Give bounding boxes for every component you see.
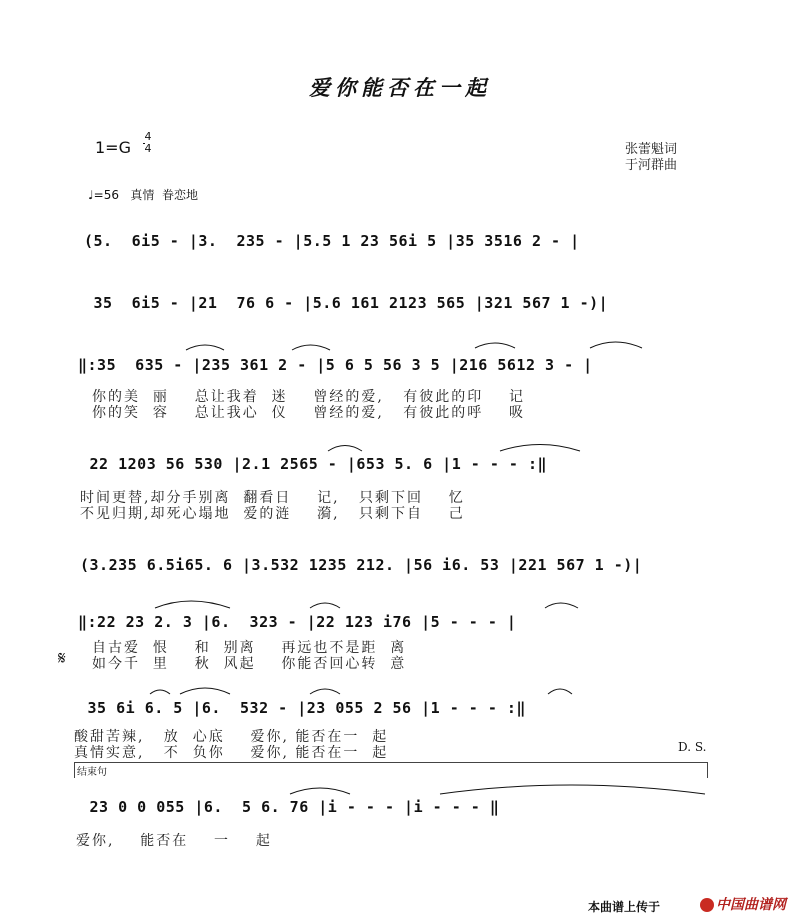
lyric-row-3-verse-1: 你的美 丽 总让我着 迷 曾经的爱, 有彼此的印 记 (92, 389, 526, 405)
score-row-8: 23 0 0 055 |6. 5 6. 76 |i - - - |i - - - ‖ (80, 798, 500, 816)
logo-icon (700, 898, 714, 912)
lyricist-credit: 张蕾魁词 (625, 142, 678, 157)
score-row-5: (3.235 6.5i65. 6 |3.532 1235 212. |56 i6. 53 |221 567 1 -)| (80, 556, 643, 574)
score-row-2: 35 6i5 - |21 76 6 - |5.6 161 2123 565 |321 567 1 -)| (84, 294, 609, 312)
lyric-row-8: 爱你, 能否在 一 起 (76, 833, 272, 849)
time-sig-bottom: 4 (144, 142, 152, 155)
logo-text: 中国曲谱网 (716, 897, 786, 913)
lyric-row-4-verse-2: 不见归期,却死心塌地 爱的涟 漪, 只剩下自 己 (80, 506, 465, 522)
upload-notice: 本曲谱上传于 (588, 900, 661, 914)
ds-marking: D. S. (678, 740, 707, 754)
score-row-1: (5. 6i5 - |3. 235 - |5.5 1 23 56i 5 |35 3516 2 - | (84, 232, 580, 250)
score-row-6: ‖:22 23 2. 3 |6. 323 - |22 123 i76 |5 - - - | (78, 613, 517, 631)
time-sig-top: 4 (144, 130, 152, 143)
lyric-row-6-verse-1: 自古爱 恨 和 别离 再远也不是距 离 (92, 640, 407, 656)
composer-credit: 于河群曲 (625, 158, 678, 173)
segno-sign: 𝄋 (58, 648, 66, 669)
lyric-row-7-verse-2: 真情实意, 不 负你 爱你, 能否在一 起 (74, 745, 389, 761)
score-row-7: 35 6i 6. 5 |6. 532 - |23 055 2 56 |1 - - - :‖ (78, 699, 526, 717)
ending-label: 结束句 (77, 767, 107, 778)
score-row-4: 22 1203 56 530 |2.1 2565 - |653 5. 6 |1 - - - :‖ (80, 455, 548, 473)
lyric-row-7-verse-1: 酸甜苦辣, 放 心底 爱你, 能否在一 起 (74, 729, 389, 745)
lyric-row-4-verse-1: 时间更替,却分手别离 翻看日 记, 只剩下回 忆 (80, 490, 465, 506)
song-title: 爱你能否在一起 (309, 75, 491, 100)
site-logo (700, 894, 786, 914)
lyric-row-3-verse-2: 你的笑 容 总让我心 仪 曾经的爱, 有彼此的呼 吸 (92, 405, 526, 421)
score-row-3: ‖:35 635 - |235 361 2 - |5 6 5 56 3 5 |216 5612 3 - | (78, 356, 593, 374)
key-signature: 1=G (95, 138, 131, 157)
tempo-marking: ♩=56 真情 眷恋地 (88, 188, 199, 202)
lyric-row-6-verse-2: 如今千 里 秋 风起 你能否回心转 意 (92, 656, 407, 672)
